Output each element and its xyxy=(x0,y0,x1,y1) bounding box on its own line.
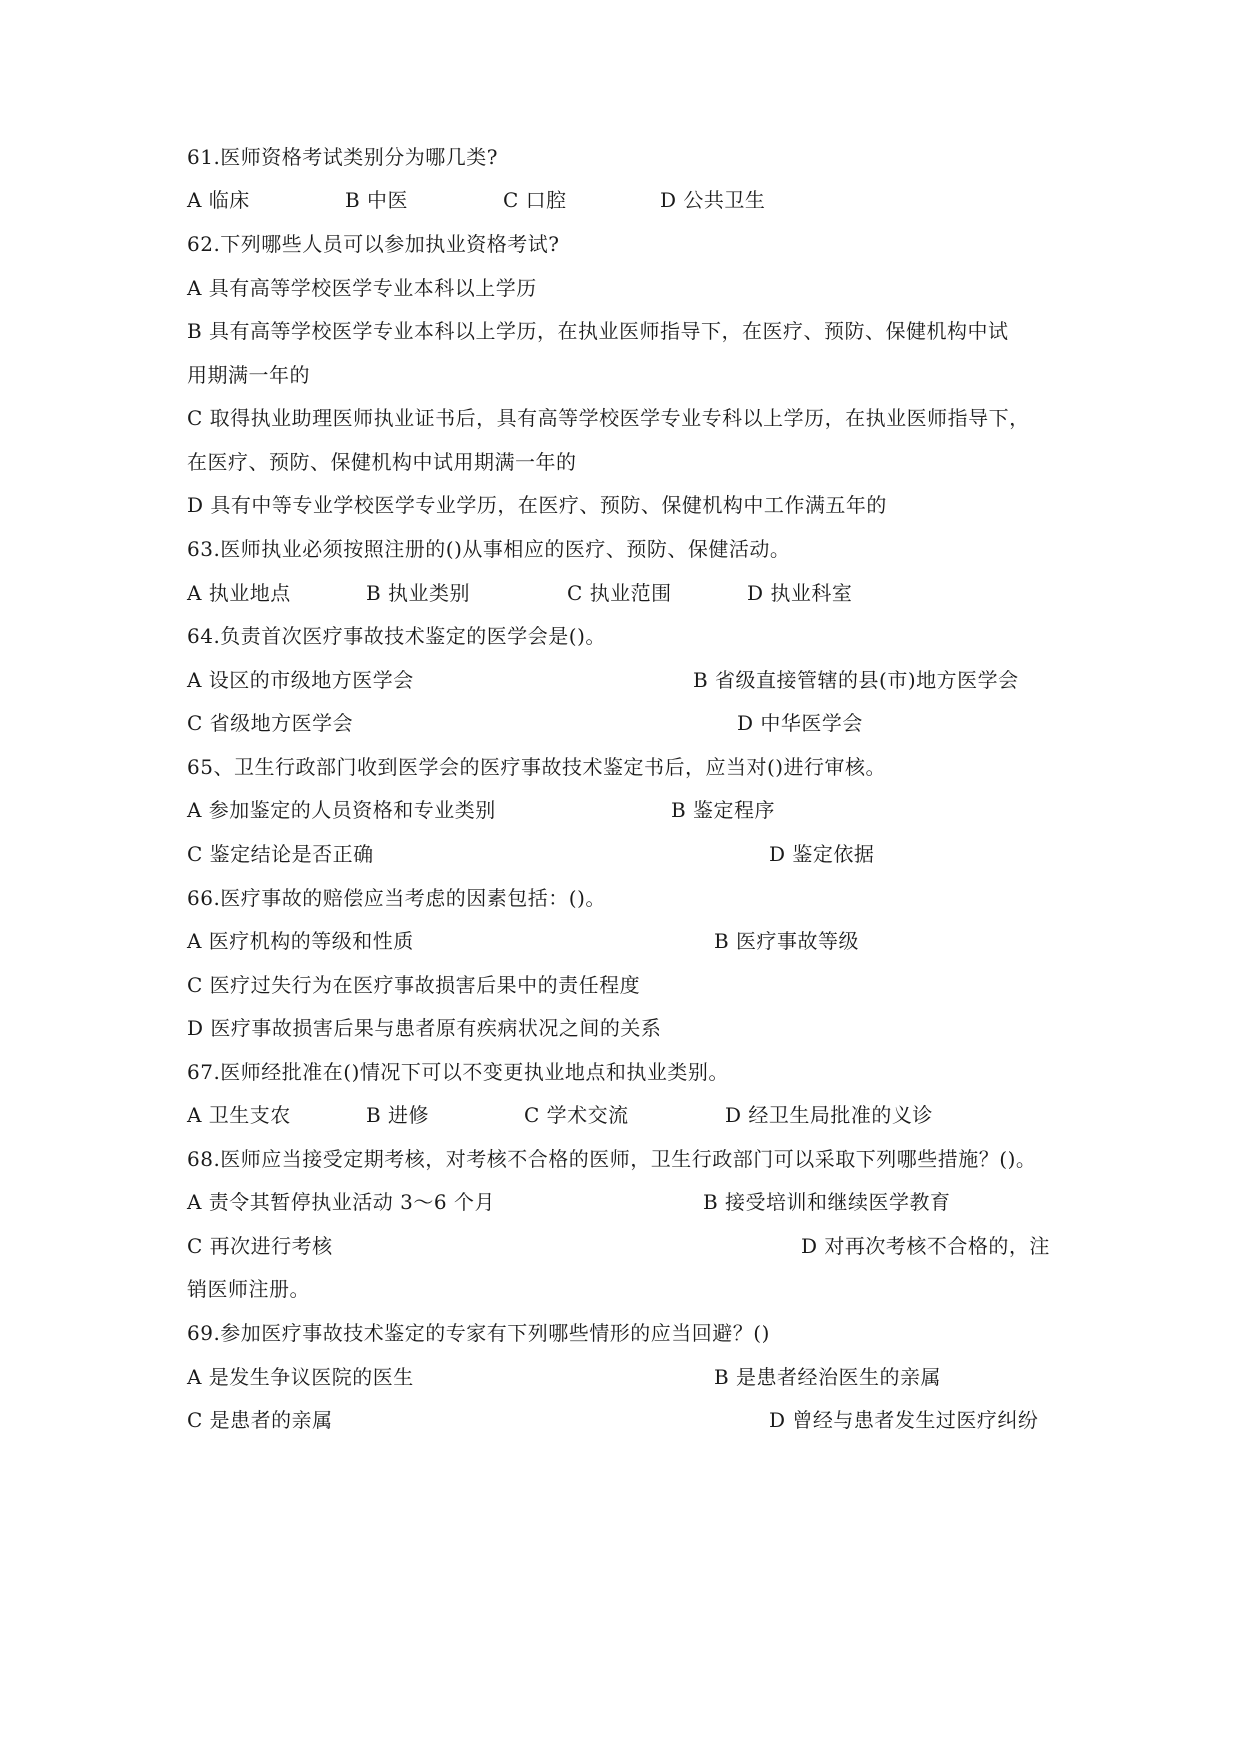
question-69-option-a: A 是发生争议医院的医生 xyxy=(187,1365,414,1389)
question-66-option-a: A 医疗机构的等级和性质 xyxy=(187,929,414,953)
question-62-option-c: C 取得执业助理医师执业证书后，具有高等学校医学专业专科以上学历，在执业医师指导下， xyxy=(187,406,1030,430)
question-61-option-a: A 临床 xyxy=(187,188,250,212)
question-66-option-c: C 医疗过失行为在医疗事故损害后果中的责任程度 xyxy=(187,973,641,997)
question-61-option-c: C 口腔 xyxy=(503,188,567,212)
question-69-option-c: C 是患者的亲属 xyxy=(187,1408,333,1432)
question-68-option-d: D 对再次考核不合格的，注 xyxy=(801,1234,1050,1258)
question-67-stem: 67.医师经批准在()情况下可以不变更执业地点和执业类别。 xyxy=(187,1060,729,1084)
question-69-stem: 69.参加医疗事故技术鉴定的专家有下列哪些情形的应当回避？() xyxy=(187,1321,770,1345)
question-63-stem: 63.医师执业必须按照注册的()从事相应的医疗、预防、保健活动。 xyxy=(187,537,791,561)
question-69-option-b: B 是患者经治医生的亲属 xyxy=(714,1365,942,1389)
question-64-option-a: A 设区的市级地方医学会 xyxy=(187,668,414,692)
question-62-option-c-cont: 在医疗、预防、保健机构中试用期满一年的 xyxy=(187,450,577,474)
question-64-option-b: B 省级直接管辖的县(市)地方医学会 xyxy=(693,668,1019,692)
question-66-stem: 66.医疗事故的赔偿应当考虑的因素包括：()。 xyxy=(187,886,606,910)
question-67-option-d: D 经卫生局批准的义诊 xyxy=(725,1103,933,1127)
question-67-option-a: A 卫生支农 xyxy=(187,1103,291,1127)
question-69-option-d: D 曾经与患者发生过医疗纠纷 xyxy=(769,1408,1039,1432)
question-65-option-a: A 参加鉴定的人员资格和专业类别 xyxy=(187,798,496,822)
question-68-stem: 68.医师应当接受定期考核，对考核不合格的医师，卫生行政部门可以采取下列哪些措施？()。 xyxy=(187,1147,1037,1171)
question-62-option-a: A 具有高等学校医学专业本科以上学历 xyxy=(187,276,537,300)
question-63-option-b: B 执业类别 xyxy=(366,581,471,605)
question-62-option-b-cont: 用期满一年的 xyxy=(187,363,310,387)
question-62-option-b: B 具有高等学校医学专业本科以上学历，在执业医师指导下，在医疗、预防、保健机构中试 xyxy=(187,319,1009,343)
question-63-option-c: C 执业范围 xyxy=(567,581,672,605)
question-68-option-b: B 接受培训和继续医学教育 xyxy=(703,1190,951,1214)
question-65-option-d: D 鉴定依据 xyxy=(769,842,875,866)
question-65-option-c: C 鉴定结论是否正确 xyxy=(187,842,374,866)
question-63-option-d: D 执业科室 xyxy=(747,581,853,605)
question-67-option-b: B 进修 xyxy=(366,1103,430,1127)
question-64-option-c: C 省级地方医学会 xyxy=(187,711,354,735)
question-61-option-d: D 公共卫生 xyxy=(660,188,766,212)
question-68-option-c: C 再次进行考核 xyxy=(187,1234,333,1258)
question-63-option-a: A 执业地点 xyxy=(187,581,291,605)
question-64-option-d: D 中华医学会 xyxy=(737,711,863,735)
question-62-stem: 62.下列哪些人员可以参加执业资格考试? xyxy=(187,232,560,256)
question-64-stem: 64.负责首次医疗事故技术鉴定的医学会是()。 xyxy=(187,624,606,648)
question-61-stem: 61.医师资格考试类别分为哪几类? xyxy=(187,145,499,169)
question-66-option-d: D 医疗事故损害后果与患者原有疾病状况之间的关系 xyxy=(187,1016,662,1040)
question-65-option-b: B 鉴定程序 xyxy=(671,798,776,822)
question-66-option-b: B 医疗事故等级 xyxy=(714,929,860,953)
question-68-option-a: A 责令其暂停执业活动 3～6 个月 xyxy=(187,1190,495,1214)
question-61-option-b: B 中医 xyxy=(345,188,409,212)
question-62-option-d: D 具有中等专业学校医学专业学历，在医疗、预防、保健机构中工作满五年的 xyxy=(187,493,887,517)
question-65-stem: 65、卫生行政部门收到医学会的医疗事故技术鉴定书后，应当对()进行审核。 xyxy=(187,755,887,779)
question-68-option-d-cont: 销医师注册。 xyxy=(187,1277,310,1301)
question-67-option-c: C 学术交流 xyxy=(524,1103,629,1127)
